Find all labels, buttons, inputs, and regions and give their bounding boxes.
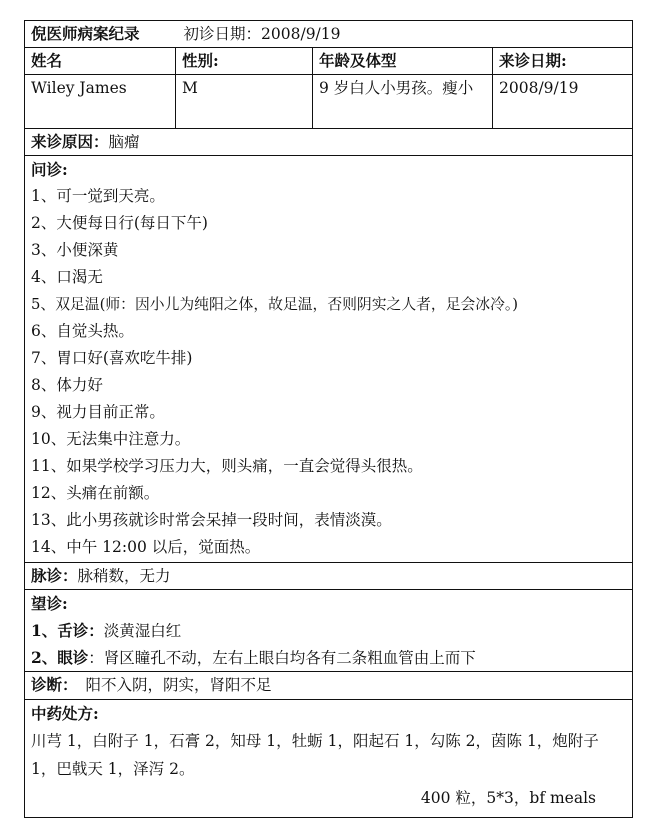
- age-header: 年龄及体型: [313, 48, 493, 75]
- gender-header: 性别:: [176, 48, 313, 75]
- visit-date: 2008/9/19: [493, 75, 633, 129]
- header-row: [25, 21, 633, 48]
- inquiry-item: 14、中午 12:00 以后，觉面热。: [31, 538, 261, 556]
- inquiry-item: 8、体力好: [31, 376, 103, 394]
- visit-date-header: 来诊日期:: [493, 48, 633, 75]
- reason-value: 脑瘤: [108, 133, 140, 151]
- medical-record: [24, 20, 632, 818]
- patient-age-body: 9 岁白人小男孩。瘦小: [313, 75, 493, 129]
- inspection-label: 望诊:: [31, 594, 68, 613]
- inquiry-label: 问诊:: [31, 160, 68, 179]
- herb-list: 川芎 1，白附子 1，石膏 2，知母 1，牡蛎 1，阳起石 1，勾陈 2，茵陈 1，炮附子 1，巴戟天 1，泽泻 2。: [31, 732, 599, 778]
- patient-gender: M: [176, 75, 313, 129]
- tongue-label: 1、舌诊：: [31, 621, 104, 640]
- inquiry-item: 2、大便每日行(每日下午): [31, 214, 208, 232]
- inquiry-item: 3、小便深黄: [31, 241, 119, 259]
- inquiry-item: 9、视力目前正常。: [31, 403, 165, 421]
- inquiry-item: 5、双足温(师：因小儿为纯阳之体，故足温，否则阴实之人者，足会冰冷。): [31, 296, 519, 313]
- pulse-row: [25, 563, 633, 590]
- inquiry-item: 6、自觉头热。: [31, 322, 134, 340]
- reason-row: [25, 129, 633, 156]
- inspection-section: [25, 590, 633, 672]
- patient-name: Wiley James: [25, 75, 176, 129]
- inquiry-section: [25, 156, 633, 563]
- prescription-section: [25, 700, 633, 818]
- pulse-value: 脉稍数，无力: [77, 567, 171, 585]
- dosage: 400 粒，5*3，bf meals: [420, 789, 597, 807]
- eye-label: 2、眼诊: [31, 648, 89, 667]
- record-table: [24, 20, 633, 818]
- name-header: 姓名: [25, 48, 176, 75]
- diagnosis-row: [25, 672, 633, 700]
- inquiry-item: 1、可一觉到天亮。: [31, 187, 165, 205]
- inquiry-item: 4、口渴无: [31, 268, 103, 286]
- pulse-label: 脉诊：: [31, 566, 78, 585]
- prescription-label: 中药处方:: [31, 704, 99, 723]
- inquiry-item: 11、如果学校学习压力大，则头痛，一直会觉得头很热。: [31, 457, 423, 475]
- record-title: 倪医师病案纪录: [31, 24, 140, 43]
- eye-value: ：肾区瞳孔不动，左右上眼白均各有二条粗血管由上而下: [88, 649, 476, 667]
- first-visit-date: 2008/9/19: [261, 25, 341, 43]
- diagnosis-value: 阳不入阴，阴实，肾阳不足: [85, 676, 272, 694]
- first-visit-label: 初诊日期：: [183, 25, 262, 43]
- reason-label: 来诊原因：: [31, 132, 109, 151]
- inquiry-item: 10、无法集中注意力。: [31, 430, 191, 448]
- inquiry-item: 12、头痛在前额。: [31, 484, 160, 502]
- inquiry-item: 13、此小男孩就诊时常会呆掉一段时间，表情淡漠。: [31, 511, 392, 529]
- diagnosis-label: 诊断：: [31, 675, 78, 694]
- tongue-value: 淡黄湿白红: [103, 622, 182, 640]
- inquiry-item: 7、胃口好(喜欢吃牛排): [31, 349, 193, 367]
